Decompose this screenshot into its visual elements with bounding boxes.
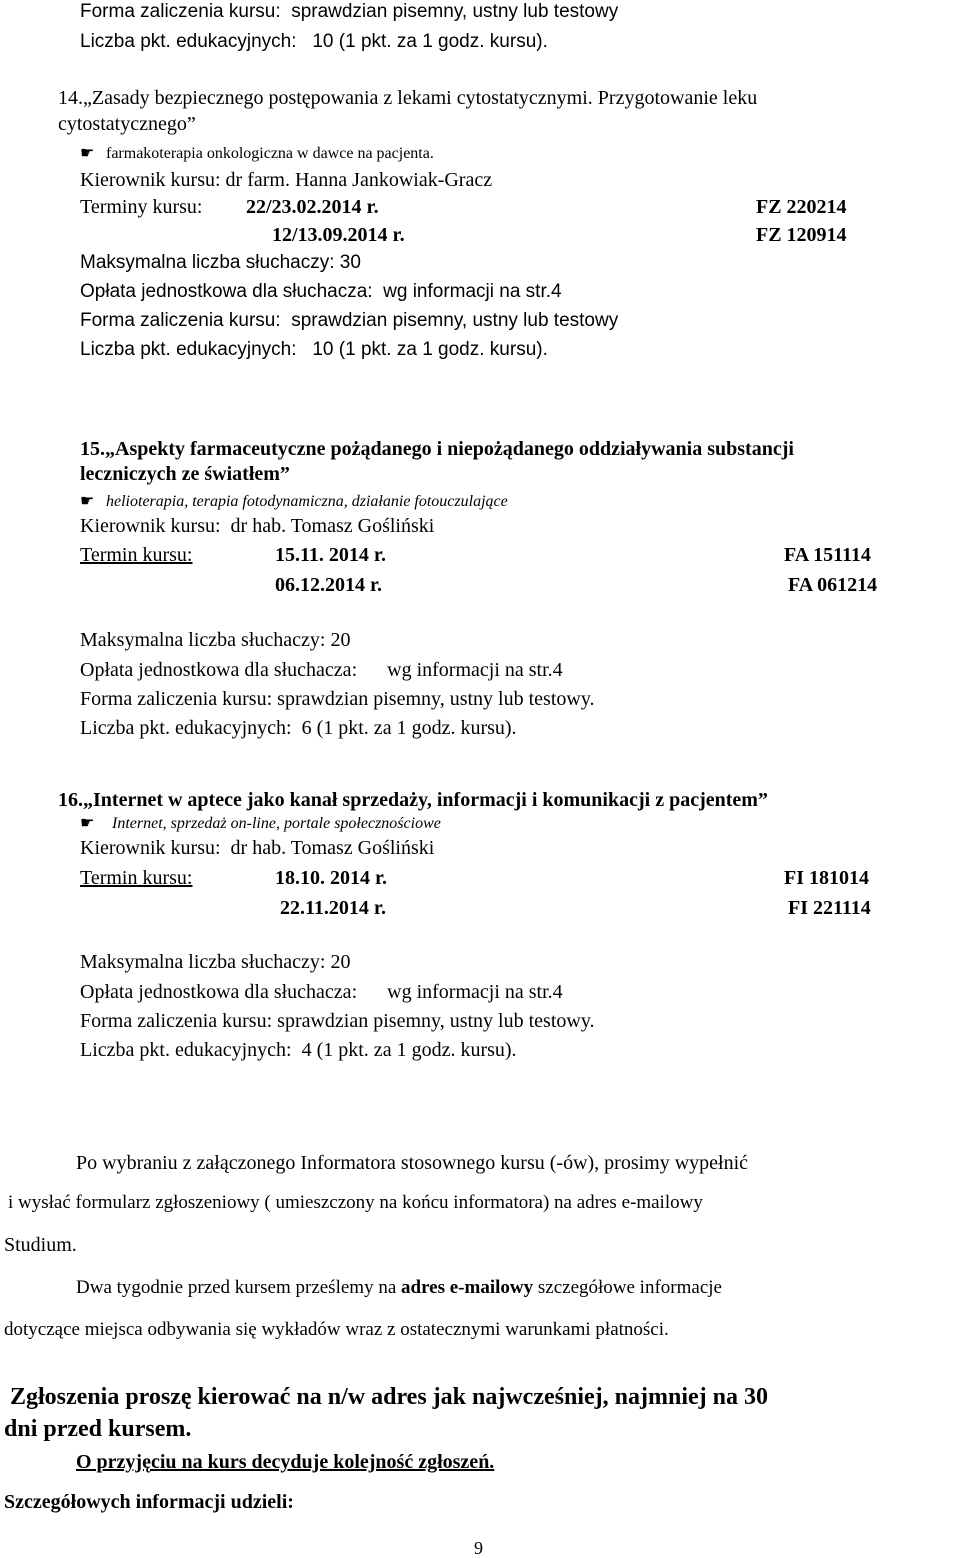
course-15-code2: FA 061214 (788, 574, 878, 596)
course-15-pkt: Liczba pkt. edukacyjnych: 6 (1 pkt. za 1 godz. kursu). (80, 717, 517, 739)
course-16-pkt: Liczba pkt. edukacyjnych: 4 (1 pkt. za 1 godz. kursu). (80, 1039, 517, 1061)
footer-info-label: Szczegółowych informacji udzieli: (4, 1491, 294, 1513)
course-14-code1: FZ 220214 (756, 196, 847, 218)
footer-notice-line2: dni przed kursem. (4, 1416, 192, 1442)
course-15-code1: FA 151114 (784, 544, 871, 566)
course-14-forma: Forma zaliczenia kursu: sprawdzian pisemny, ustny lub testowy (80, 310, 619, 331)
course-15-kierownik: Kierownik kursu: dr hab. Tomasz Gośliński (80, 515, 435, 537)
pointing-hand-icon: ☛ (80, 145, 95, 162)
course-15-date1: 15.11. 2014 r. (275, 544, 386, 566)
course-16-forma: Forma zaliczenia kursu: sprawdzian pisemny, ustny lub testowy. (80, 1010, 595, 1032)
course-16-date2: 22.11.2014 r. (280, 897, 386, 919)
course-15-max: Maksymalna liczba słuchaczy: 20 (80, 629, 351, 651)
course-16-kierownik: Kierownik kursu: dr hab. Tomasz Gośliński (80, 837, 435, 859)
course-14-title-line2: cytostatycznego” (58, 113, 196, 135)
course-15-oplata: Opłata jednostkowa dla słuchacza: wg informacji na str.4 (80, 659, 563, 681)
course-14-code2: FZ 120914 (756, 224, 847, 246)
course-14-title-line1: 14.„Zasady bezpiecznego postępowania z lekami cytostatycznymi. Przygotowanie leku (58, 87, 758, 109)
footer-paragraph2-line2: dotyczące miejsca odbywania się wykładów wraz z ostatecznymi warunkami płatności. (4, 1319, 669, 1340)
footer-paragraph1-line1: Po wybraniu z załączonego Informatora stosownego kursu (-ów), prosimy wypełnić (76, 1152, 749, 1174)
course-14-date1: 22/23.02.2014 r. (246, 196, 379, 218)
course-15-termin-label: Termin kursu: (80, 544, 193, 566)
top-forma-line: Forma zaliczenia kursu: sprawdzian pisemny, ustny lub testowy (80, 1, 619, 22)
course-16-title: 16.„Internet w aptece jako kanał sprzedaży, informacji i komunikacji z pacjentem” (58, 789, 768, 811)
course-14-date2: 12/13.09.2014 r. (272, 224, 405, 246)
course-15-title-line2: leczniczych ze światłem” (80, 463, 290, 485)
course-16-date1: 18.10. 2014 r. (275, 867, 388, 889)
course-15-forma: Forma zaliczenia kursu: sprawdzian pisemny, ustny lub testowy. (80, 688, 595, 710)
course-15-title-line1: 15.„Aspekty farmaceutyczne pożądanego i niepożądanego oddziaływania substancji (80, 438, 794, 460)
course-16-oplata: Opłata jednostkowa dla słuchacza: wg informacji na str.4 (80, 981, 563, 1003)
footer-paragraph1-line2: i wysłać formularz zgłoszeniowy ( umieszczony na końcu informatora) na adres e-mailowy (8, 1192, 703, 1213)
footer-paragraph2-line1: Dwa tygodnie przed kursem prześlemy na adres e-mailowy szczegółowe informacje (76, 1277, 722, 1298)
course-15-keywords: ☛ helioterapia, terapia fotodynamiczna, działanie fotouczulające (80, 490, 508, 514)
course-16-code1: FI 181014 (784, 867, 869, 889)
page-number: 9 (474, 1538, 483, 1558)
course-14-pkt: Liczba pkt. edukacyjnych: 10 (1 pkt. za 1 godz. kursu). (80, 339, 548, 360)
footer-notice-line1: Zgłoszenia proszę kierować na n/w adres jak najwcześniej, najmniej na 30 (10, 1384, 768, 1410)
course-14-oplata: Opłata jednostkowa dla słuchacza: wg informacji na str.4 (80, 281, 562, 302)
footer-order-note: O przyjęciu na kurs decyduje kolejność zgłoszeń. (76, 1451, 495, 1473)
course-16-keywords: ☛ Internet, sprzedaż on-line, portale społecznościowe (80, 812, 441, 836)
top-pkt-line: Liczba pkt. edukacyjnych: 10 (1 pkt. za 1 godz. kursu). (80, 31, 548, 52)
footer-paragraph1-line3: Studium. (4, 1234, 77, 1256)
course-14-keywords: ☛ farmakoterapia onkologiczna w dawce na pacjenta. (80, 142, 434, 166)
course-14-max: Maksymalna liczba słuchaczy: 30 (80, 252, 361, 273)
course-14-kierownik: Kierownik kursu: dr farm. Hanna Jankowiak-Gracz (80, 169, 493, 191)
course-16-max: Maksymalna liczba słuchaczy: 20 (80, 951, 351, 973)
course-16-termin-label: Termin kursu: (80, 867, 193, 889)
pointing-hand-icon: ☛ (80, 493, 95, 510)
pointing-hand-icon: ☛ (80, 815, 95, 832)
course-16-code2: FI 221114 (788, 897, 871, 919)
course-14-terminy-label: Terminy kursu: (80, 196, 203, 218)
course-15-date2: 06.12.2014 r. (275, 574, 383, 596)
